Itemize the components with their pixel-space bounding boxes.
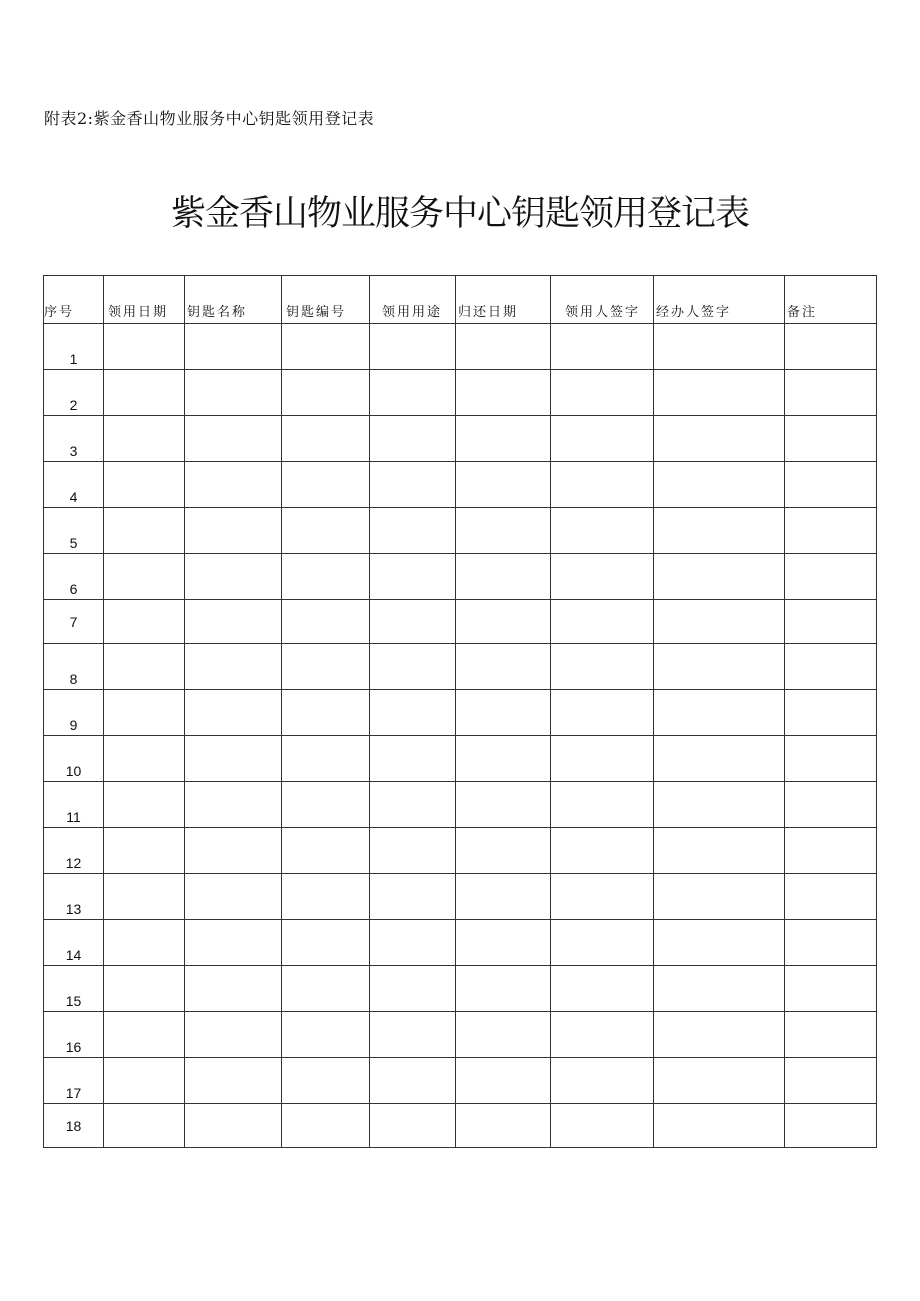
cell-handler-signature[interactable]	[654, 1012, 785, 1058]
cell-remarks[interactable]	[785, 462, 877, 508]
cell-purpose[interactable]	[370, 1012, 456, 1058]
cell-borrow-date[interactable]	[104, 600, 185, 644]
cell-key-name[interactable]	[185, 828, 282, 874]
cell-key-number[interactable]	[282, 736, 370, 782]
cell-borrower-signature[interactable]	[551, 736, 654, 782]
cell-key-name[interactable]	[185, 1058, 282, 1104]
header-handler-signature: 经办人签字	[654, 276, 785, 324]
table-row	[44, 1012, 877, 1058]
cell-borrow-date[interactable]	[104, 920, 185, 966]
cell-key-number[interactable]	[282, 828, 370, 874]
table-row	[44, 416, 877, 462]
cell-remarks[interactable]	[785, 600, 877, 644]
cell-borrower-signature[interactable]	[551, 324, 654, 370]
cell-handler-signature[interactable]	[654, 690, 785, 736]
cell-return-date[interactable]	[456, 508, 551, 554]
cell-return-date[interactable]	[456, 828, 551, 874]
page-title: 紫金香山物业服务中心钥匙领用登记表	[170, 194, 749, 234]
header-key-name: 钥匙名称	[185, 276, 282, 324]
cell-key-number[interactable]	[282, 782, 370, 828]
cell-key-number[interactable]	[282, 920, 370, 966]
cell-return-date[interactable]	[456, 736, 551, 782]
cell-borrow-date[interactable]	[104, 416, 185, 462]
cell-key-number[interactable]	[282, 416, 370, 462]
cell-remarks[interactable]	[785, 1104, 877, 1148]
cell-borrower-signature[interactable]	[551, 1104, 654, 1148]
cell-return-date[interactable]	[456, 1104, 551, 1148]
cell-borrower-signature[interactable]	[551, 828, 654, 874]
cell-return-date[interactable]	[456, 324, 551, 370]
cell-purpose[interactable]	[370, 920, 456, 966]
cell-borrow-date[interactable]	[104, 462, 185, 508]
cell-borrower-signature[interactable]	[551, 370, 654, 416]
cell-purpose[interactable]	[370, 966, 456, 1012]
table-row	[44, 370, 877, 416]
cell-key-name[interactable]	[185, 508, 282, 554]
cell-borrower-signature[interactable]	[551, 920, 654, 966]
cell-purpose[interactable]	[370, 736, 456, 782]
row-serial-number: 7	[44, 600, 104, 644]
table-row	[44, 736, 877, 782]
cell-key-number[interactable]	[282, 508, 370, 554]
cell-key-number[interactable]	[282, 1104, 370, 1148]
cell-key-name[interactable]	[185, 462, 282, 508]
appendix-label: 附表2:紫金香山物业服务中心钥匙领用登记表	[44, 109, 375, 128]
cell-purpose[interactable]	[370, 324, 456, 370]
cell-return-date[interactable]	[456, 600, 551, 644]
cell-borrow-date[interactable]	[104, 690, 185, 736]
table-row	[44, 600, 877, 644]
cell-purpose[interactable]	[370, 508, 456, 554]
cell-borrow-date[interactable]	[104, 554, 185, 600]
table-row	[44, 644, 877, 690]
cell-return-date[interactable]	[456, 920, 551, 966]
cell-handler-signature[interactable]	[654, 554, 785, 600]
cell-remarks[interactable]	[785, 644, 877, 690]
cell-return-date[interactable]	[456, 416, 551, 462]
cell-purpose[interactable]	[370, 416, 456, 462]
row-serial-number: 16	[44, 1012, 104, 1058]
cell-remarks[interactable]	[785, 920, 877, 966]
cell-handler-signature[interactable]	[654, 874, 785, 920]
header-purpose: 领用用途	[370, 276, 456, 324]
cell-handler-signature[interactable]	[654, 920, 785, 966]
cell-borrower-signature[interactable]	[551, 1012, 654, 1058]
row-serial-number: 1	[44, 324, 104, 370]
cell-return-date[interactable]	[456, 554, 551, 600]
cell-borrower-signature[interactable]	[551, 782, 654, 828]
cell-borrower-signature[interactable]	[551, 1058, 654, 1104]
row-serial-number: 5	[44, 508, 104, 554]
row-serial-number: 3	[44, 416, 104, 462]
cell-handler-signature[interactable]	[654, 828, 785, 874]
cell-return-date[interactable]	[456, 690, 551, 736]
row-serial-number: 6	[44, 554, 104, 600]
cell-key-number[interactable]	[282, 554, 370, 600]
cell-key-number[interactable]	[282, 966, 370, 1012]
cell-handler-signature[interactable]	[654, 324, 785, 370]
cell-purpose[interactable]	[370, 782, 456, 828]
header-serial: 序号	[44, 276, 104, 324]
cell-key-number[interactable]	[282, 874, 370, 920]
cell-key-name[interactable]	[185, 874, 282, 920]
row-serial-number: 11	[44, 782, 104, 828]
row-serial-number: 13	[44, 874, 104, 920]
cell-key-name[interactable]	[185, 600, 282, 644]
cell-return-date[interactable]	[456, 1058, 551, 1104]
cell-remarks[interactable]	[785, 690, 877, 736]
key-register-table	[43, 275, 877, 1148]
cell-key-name[interactable]	[185, 324, 282, 370]
row-serial-number: 12	[44, 828, 104, 874]
cell-key-number[interactable]	[282, 462, 370, 508]
cell-handler-signature[interactable]	[654, 1104, 785, 1148]
cell-purpose[interactable]	[370, 1104, 456, 1148]
table-header-row	[44, 276, 877, 324]
row-serial-number: 18	[44, 1104, 104, 1148]
cell-return-date[interactable]	[456, 370, 551, 416]
cell-remarks[interactable]	[785, 1058, 877, 1104]
cell-purpose[interactable]	[370, 644, 456, 690]
cell-key-name[interactable]	[185, 370, 282, 416]
row-serial-number: 9	[44, 690, 104, 736]
cell-handler-signature[interactable]	[654, 370, 785, 416]
cell-handler-signature[interactable]	[654, 600, 785, 644]
cell-borrow-date[interactable]	[104, 370, 185, 416]
cell-return-date[interactable]	[456, 644, 551, 690]
row-serial-number: 2	[44, 370, 104, 416]
cell-key-number[interactable]	[282, 370, 370, 416]
cell-borrower-signature[interactable]	[551, 508, 654, 554]
cell-remarks[interactable]	[785, 554, 877, 600]
cell-key-name[interactable]	[185, 690, 282, 736]
cell-handler-signature[interactable]	[654, 1058, 785, 1104]
cell-return-date[interactable]	[456, 966, 551, 1012]
cell-borrower-signature[interactable]	[551, 416, 654, 462]
cell-borrow-date[interactable]	[104, 966, 185, 1012]
cell-key-name[interactable]	[185, 782, 282, 828]
cell-handler-signature[interactable]	[654, 966, 785, 1012]
cell-key-number[interactable]	[282, 324, 370, 370]
table-row	[44, 508, 877, 554]
cell-borrower-signature[interactable]	[551, 462, 654, 508]
cell-borrower-signature[interactable]	[551, 554, 654, 600]
cell-return-date[interactable]	[456, 874, 551, 920]
cell-key-name[interactable]	[185, 416, 282, 462]
header-return-date: 归还日期	[456, 276, 551, 324]
cell-borrower-signature[interactable]	[551, 690, 654, 736]
table-row	[44, 1104, 877, 1148]
cell-key-name[interactable]	[185, 966, 282, 1012]
cell-borrow-date[interactable]	[104, 1058, 185, 1104]
cell-borrower-signature[interactable]	[551, 600, 654, 644]
table-row	[44, 462, 877, 508]
cell-purpose[interactable]	[370, 828, 456, 874]
table-row	[44, 324, 877, 370]
cell-remarks[interactable]	[785, 1012, 877, 1058]
cell-key-name[interactable]	[185, 554, 282, 600]
table-row	[44, 828, 877, 874]
header-borrow-date: 领用日期	[104, 276, 185, 324]
cell-purpose[interactable]	[370, 370, 456, 416]
table-row	[44, 1058, 877, 1104]
cell-key-number[interactable]	[282, 600, 370, 644]
cell-key-name[interactable]	[185, 736, 282, 782]
row-serial-number: 17	[44, 1058, 104, 1104]
cell-remarks[interactable]	[785, 828, 877, 874]
cell-return-date[interactable]	[456, 782, 551, 828]
cell-key-name[interactable]	[185, 1104, 282, 1148]
cell-remarks[interactable]	[785, 966, 877, 1012]
cell-remarks[interactable]	[785, 324, 877, 370]
cell-purpose[interactable]	[370, 554, 456, 600]
row-serial-number: 8	[44, 644, 104, 690]
cell-borrow-date[interactable]	[104, 1012, 185, 1058]
cell-key-name[interactable]	[185, 644, 282, 690]
cell-borrow-date[interactable]	[104, 324, 185, 370]
cell-key-name[interactable]	[185, 1012, 282, 1058]
cell-handler-signature[interactable]	[654, 462, 785, 508]
cell-key-name[interactable]	[185, 920, 282, 966]
header-borrower-signature: 领用人签字	[551, 276, 654, 324]
cell-borrower-signature[interactable]	[551, 874, 654, 920]
header-key-number: 钥匙编号	[282, 276, 370, 324]
cell-borrow-date[interactable]	[104, 736, 185, 782]
cell-return-date[interactable]	[456, 462, 551, 508]
row-serial-number: 15	[44, 966, 104, 1012]
cell-borrower-signature[interactable]	[551, 966, 654, 1012]
cell-handler-signature[interactable]	[654, 782, 785, 828]
table-row	[44, 690, 877, 736]
cell-purpose[interactable]	[370, 690, 456, 736]
cell-borrow-date[interactable]	[104, 508, 185, 554]
cell-key-number[interactable]	[282, 1058, 370, 1104]
header-remarks: 备注	[785, 276, 877, 324]
cell-handler-signature[interactable]	[654, 508, 785, 554]
cell-purpose[interactable]	[370, 600, 456, 644]
table-row	[44, 554, 877, 600]
cell-handler-signature[interactable]	[654, 416, 785, 462]
cell-borrower-signature[interactable]	[551, 644, 654, 690]
cell-purpose[interactable]	[370, 462, 456, 508]
cell-borrow-date[interactable]	[104, 828, 185, 874]
cell-handler-signature[interactable]	[654, 736, 785, 782]
cell-return-date[interactable]	[456, 1012, 551, 1058]
cell-remarks[interactable]	[785, 416, 877, 462]
cell-remarks[interactable]	[785, 370, 877, 416]
table-row	[44, 782, 877, 828]
cell-remarks[interactable]	[785, 782, 877, 828]
table-row	[44, 966, 877, 1012]
cell-borrow-date[interactable]	[104, 782, 185, 828]
table-row	[44, 920, 877, 966]
cell-borrow-date[interactable]	[104, 1104, 185, 1148]
row-serial-number: 4	[44, 462, 104, 508]
cell-key-number[interactable]	[282, 690, 370, 736]
row-serial-number: 10	[44, 736, 104, 782]
cell-remarks[interactable]	[785, 874, 877, 920]
cell-borrow-date[interactable]	[104, 644, 185, 690]
cell-purpose[interactable]	[370, 1058, 456, 1104]
cell-purpose[interactable]	[370, 874, 456, 920]
cell-key-number[interactable]	[282, 1012, 370, 1058]
row-serial-number: 14	[44, 920, 104, 966]
cell-handler-signature[interactable]	[654, 644, 785, 690]
cell-remarks[interactable]	[785, 508, 877, 554]
cell-key-number[interactable]	[282, 644, 370, 690]
table-row	[44, 874, 877, 920]
cell-borrow-date[interactable]	[104, 874, 185, 920]
cell-remarks[interactable]	[785, 736, 877, 782]
